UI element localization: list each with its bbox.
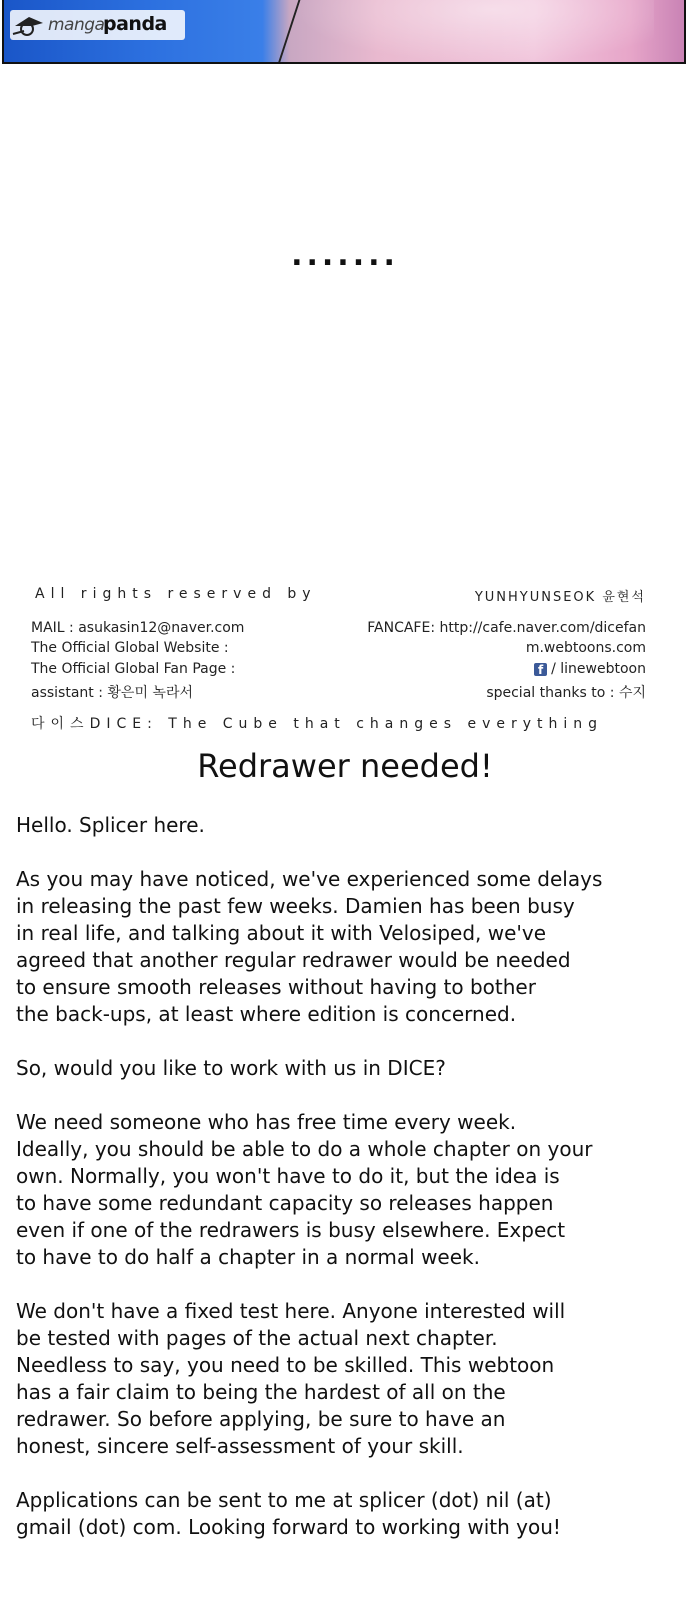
special-thanks-line: special thanks to : 수지 (486, 685, 646, 701)
facebook-icon: f (534, 663, 547, 676)
ellipsis-dots: ....... (291, 238, 399, 273)
fanpage-value: / linewebtoon (551, 661, 646, 677)
comic-panel-strip (0, 0, 690, 66)
notice-body (16, 812, 684, 1568)
author-name: YUNHYUNSEOK 윤현석 (474, 590, 646, 605)
fancafe-line: FANCAFE: http://cafe.naver.com/dicefan (367, 620, 646, 636)
tagline: 다이스DICE: The Cube that changes everything (31, 716, 604, 732)
rights-label: All rights reserved by (35, 586, 317, 602)
assistant-line: assistant : 황은미 녹라서 (31, 685, 193, 701)
notice-paragraph: We need someone who has free time every week. Ideally, you should be able to do a whole chapter on your own. Normally, you won't have to do it, but the idea is to have some redundant capacity so releases happen even if one of the redrawers is busy elsewhere. Expect to have to do half a chapter in a normal week. (16, 1110, 593, 1269)
notice-paragraph: As you may have noticed, we've experienced some delays in releasing the past few weeks. Damien has been busy in real life, and talking about it with Velosiped, we've agreed that another regular redrawer would be needed to ensure smooth releases without having to bother the back-ups, at least where edition is concerned. (16, 867, 603, 1026)
notice-paragraph: So, would you like to work with us in DICE? (16, 1056, 446, 1080)
mail-line: MAIL : asukasin12@naver.com (31, 620, 245, 636)
site-watermark (10, 10, 185, 40)
website-label: The Official Global Website : (31, 640, 229, 656)
watermark-text-panda: panda (103, 13, 167, 35)
watermark-mascot-icon (12, 14, 46, 36)
fanpage-value-row (534, 661, 646, 677)
notice-paragraph: Applications can be sent to me at splicer (dot) nil (at) gmail (dot) com. Looking forward to working with you! (16, 1488, 561, 1539)
notice-paragraph: Hello. Splicer here. (16, 813, 205, 837)
watermark-text-manga: manga (48, 15, 105, 35)
notice-paragraph: We don't have a fixed test here. Anyone interested will be tested with pages of the actual next chapter. Needless to say, you need to be skilled. This webtoon has a fair claim to being the hardest of all on the redrawer. So before applying, be sure to have an honest, sincere self-assessment of your skill. (16, 1299, 566, 1458)
website-value: m.webtoons.com (525, 640, 646, 656)
fanpage-label: The Official Global Fan Page : (31, 661, 236, 677)
notice-title: Redrawer needed! (197, 747, 493, 785)
panel-highlight (294, 0, 654, 64)
